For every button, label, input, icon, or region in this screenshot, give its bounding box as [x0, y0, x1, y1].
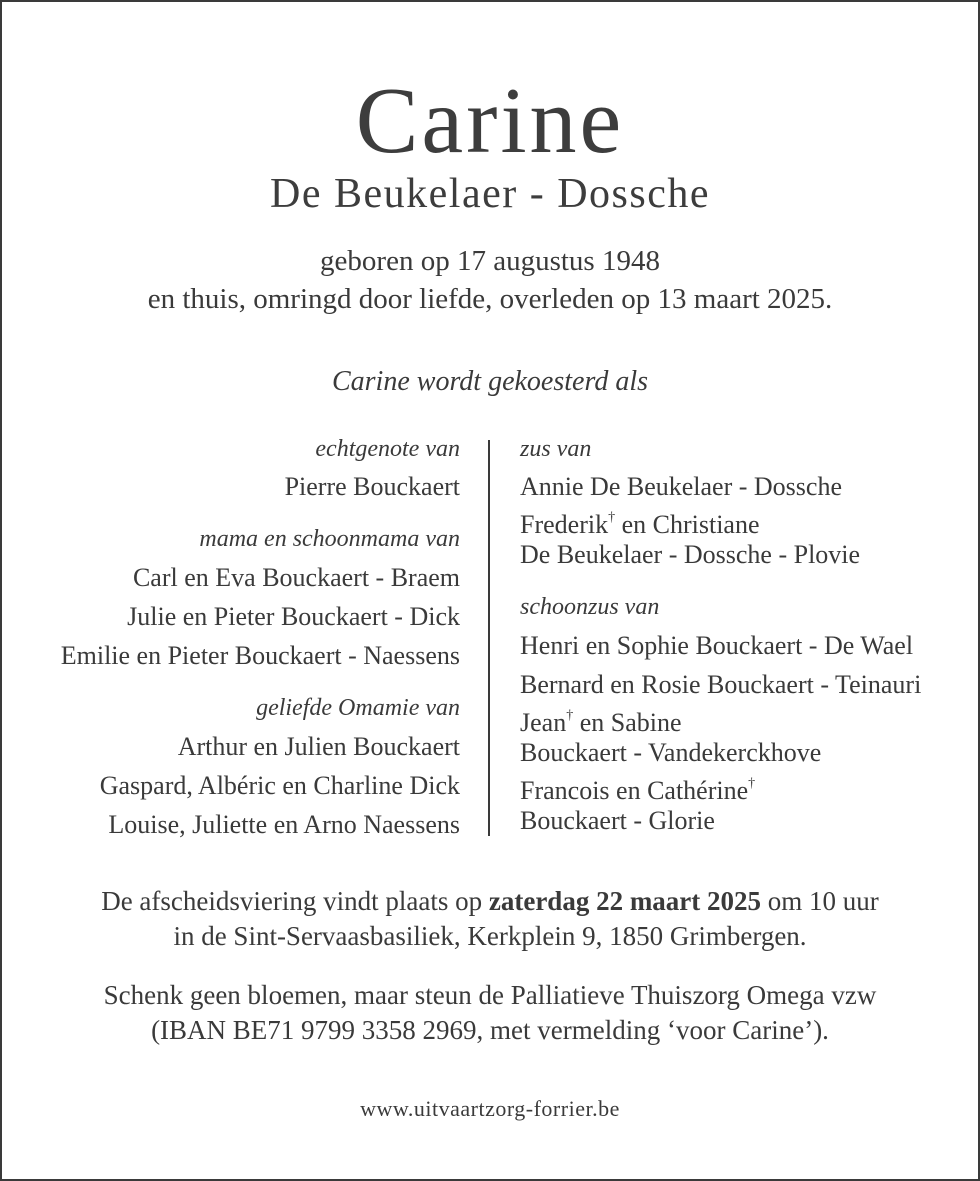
deceased-first-name: Carine	[355, 69, 625, 173]
deceased-cross: †	[566, 708, 574, 724]
ceremony-date-line: De afscheidsviering vindt plaats op zaterdag 22 maart 2025 om 10 uur	[101, 886, 879, 916]
ceremony-info	[0, 884, 980, 954]
grandchildren-group: Louise, Juliette en Arno Naessens	[108, 810, 460, 839]
inlaw-family: Jean† en Sabine Bouckaert - Vandekerckhove	[520, 708, 822, 767]
grandchildren-heading: geliefde Omamie van	[256, 695, 460, 721]
deceased-cross: †	[748, 776, 756, 792]
donation-iban: (IBAN BE71 9799 3358 2969, met vermelding ‘voor Carine’).	[151, 1015, 829, 1045]
spouse-heading: echtgenote van	[315, 436, 460, 462]
birth-date: geboren op 17 augustus 1948	[320, 245, 660, 277]
sister-name: Annie De Beukelaer - Dossche	[520, 472, 842, 501]
child-family: Carl en Eva Bouckaert - Braem	[132, 563, 460, 592]
deceased-surname: De Beukelaer - Dossche	[270, 171, 710, 217]
brother-family: Frederik† en Christiane De Beukelaer - Dossche - Plovie	[520, 510, 861, 569]
death-date: en thuis, omringd door liefde, overleden op 13 maart 2025.	[147, 283, 833, 315]
column-divider	[488, 440, 490, 836]
grandchildren-group: Gaspard, Albéric en Charline Dick	[99, 771, 460, 800]
sisterinlaw-heading: schoonzus van	[520, 594, 660, 620]
funeral-home-website[interactable]: www.uitvaartzorg-forrier.be	[360, 1096, 620, 1121]
ceremony-date: zaterdag 22 maart 2025	[488, 886, 762, 916]
deceased-cross: †	[608, 510, 616, 526]
sister-heading: zus van	[520, 436, 592, 462]
donation-info	[0, 978, 980, 1048]
child-family: Julie en Pieter Bouckaert - Dick	[127, 602, 460, 631]
donation-line: Schenk geen bloemen, maar steun de Palliatieve Thuiszorg Omega vzw	[103, 980, 877, 1010]
child-family: Emilie en Pieter Bouckaert - Naessens	[60, 641, 460, 670]
ceremony-location: in de Sint-Servaasbasiliek, Kerkplein 9, 1850 Grimbergen.	[173, 921, 807, 951]
inlaw-family: Francois en Cathérine† Bouckaert - Glorie	[520, 776, 756, 835]
inlaw-family: Henri en Sophie Bouckaert - De Wael	[520, 631, 914, 660]
life-dates	[0, 242, 980, 318]
inlaw-family: Bernard en Rosie Bouckaert - Teinauri	[520, 670, 922, 699]
grandchildren-group: Arthur en Julien Bouckaert	[177, 732, 460, 761]
spouse-name: Pierre Bouckaert	[284, 472, 460, 501]
children-heading: mama en schoonmama van	[199, 526, 460, 552]
intro-line: Carine wordt gekoesterd als	[331, 366, 648, 397]
